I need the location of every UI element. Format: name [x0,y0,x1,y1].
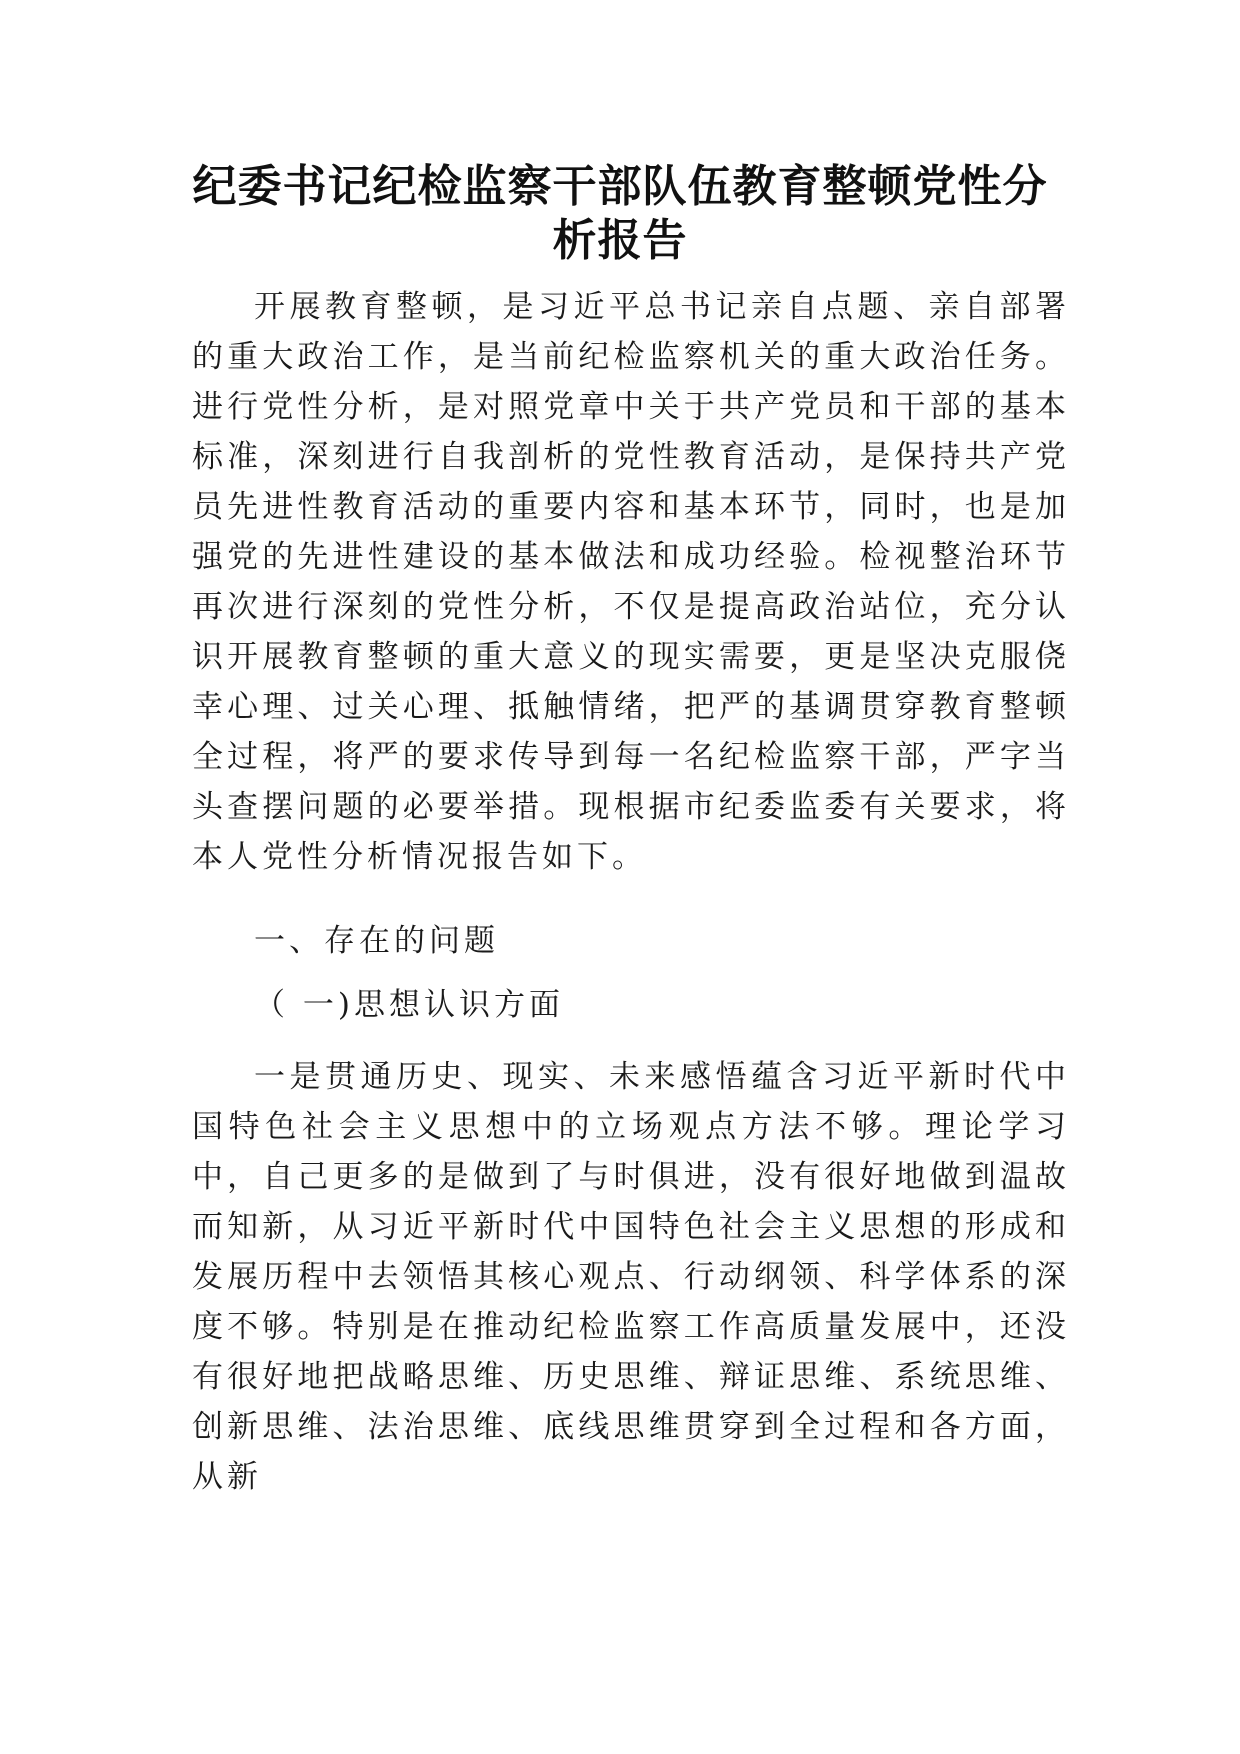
document-title: 纪委书记纪检监察干部队伍教育整顿党性分析报告 [192,161,1048,266]
document-body [192,282,1070,1502]
body-paragraph: 一是贯通历史、现实、未来感悟蕴含习近平新时代中国特色社会主义思想中的立场观点方法不够。理论学习中，自己更多的是做到了与时俱进，没有很好地做到温故而知新，从习近平新时代中国特色社会主义思想的形成和发展历程中去领悟其核心观点、行动纲领、科学体系的深度不够。特别是在推动纪检监察工作高质量发展中，还没有很好地把战略思维、历史思维、辩证思维、系统思维、创新思维、法治思维、底线思维贯穿到全过程和各方面，从新 [192,1059,1070,1495]
subsection-heading: （ 一)思想认识方面 [254,987,564,1023]
section-heading: 一、存在的问题 [254,923,499,959]
intro-paragraph: 开展教育整顿，是习近平总书记亲自点题、亲自部署的重大政治工作，是当前纪检监察机关的重大政治任务。进行党性分析，是对照党章中关于共产党员和干部的基本标准，深刻进行自我剖析的党性教育活动，是保持共产党员先进性教育活动的重要内容和基本环节，同时，也是加强党的先进性建设的基本做法和成功经验。检视整治环节再次进行深刻的党性分析，不仅是提高政治站位，充分认识开展教育整顿的重大意义的现实需要，更是坚决克服侥幸心理、过关心理、抵触情绪，把严的基调贯穿教育整顿全过程，将严的要求传导到每一名纪检监察干部，严字当头查摆问题的必要举措。现根据市纪委监委有关要求，将本人党性分析情况报告如下。 [192,289,1070,875]
